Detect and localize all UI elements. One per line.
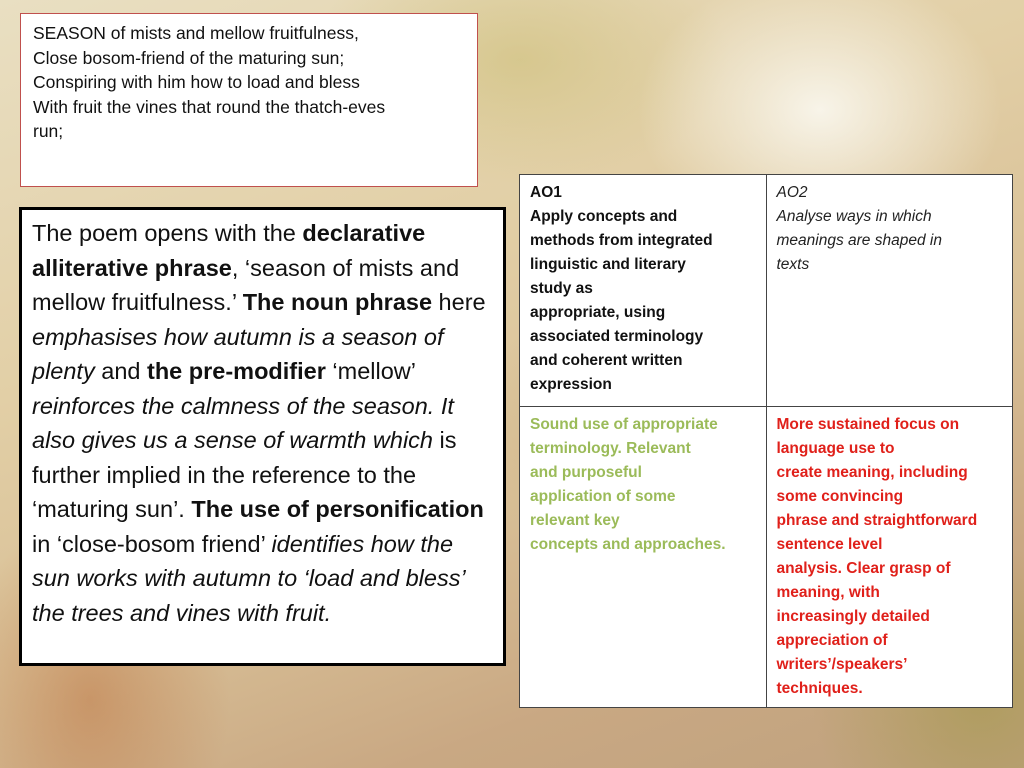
criteria-line: phrase and straightforward xyxy=(776,512,978,529)
criteria-line: meaning, with xyxy=(776,584,880,601)
analysis-paragraph-box xyxy=(19,207,506,666)
ao1-line: AO1 xyxy=(530,184,562,201)
poem-line: run; xyxy=(33,121,64,141)
italic-analysis: identifies how the sun works with autumn to ‘load and bless’ the trees and vines with fruit. xyxy=(32,530,465,626)
ao1-cell xyxy=(520,175,767,407)
ao2-line: meanings are shaped in xyxy=(776,232,942,249)
table-row xyxy=(520,175,1013,407)
criteria-line: techniques. xyxy=(776,680,863,697)
poem-line: SEASON of mists and mellow fruitfulness, xyxy=(33,23,359,43)
criteria-line: create meaning, including xyxy=(776,464,968,481)
ao1-line: appropriate, using xyxy=(530,304,666,321)
criteria-line: sentence level xyxy=(776,536,883,553)
bold-term: The use of personification xyxy=(191,496,484,522)
italic-analysis: emphasises how autumn is a season of plenty xyxy=(32,323,444,384)
ao2-line: AO2 xyxy=(776,184,808,201)
ao2-line: texts xyxy=(776,256,810,273)
criteria-line: writers’/speakers’ xyxy=(776,656,908,673)
ao1-line: linguistic and literary xyxy=(530,256,686,273)
criteria-line: application of some xyxy=(530,488,676,505)
criteria-line: relevant key xyxy=(530,512,620,529)
criteria-line: analysis. Clear grasp of xyxy=(776,560,951,577)
criteria-line: language use to xyxy=(776,440,895,457)
bold-term: the pre-modifier xyxy=(147,358,326,384)
poem-line: Conspiring with him how to load and bless xyxy=(33,72,360,92)
ao1-line: Apply concepts and xyxy=(530,208,678,225)
red-criteria-cell xyxy=(766,407,1013,708)
text-segment: in ‘close-bosom friend’ xyxy=(32,530,272,557)
criteria-line: increasingly detailed xyxy=(776,608,930,625)
ao1-line: associated terminology xyxy=(530,328,704,345)
analysis-text xyxy=(32,220,486,626)
ao1-line: and coherent written xyxy=(530,352,683,369)
poem-extract-box xyxy=(20,13,478,187)
ao1-line: study as xyxy=(530,280,593,297)
criteria-line: concepts and approaches. xyxy=(530,536,726,553)
poem-line: With fruit the vines that round the thatch-eves xyxy=(33,96,386,117)
bold-term: The noun phrase xyxy=(242,289,433,315)
poem-line: Close bosom-friend of the maturing sun; xyxy=(33,47,345,68)
text-segment: and xyxy=(94,358,147,384)
ao2-line: Analyse ways in which xyxy=(776,208,932,225)
criteria-line: More sustained focus on xyxy=(776,416,960,433)
text-segment: The poem opens with the xyxy=(32,220,303,246)
ao1-line: methods from integrated xyxy=(530,232,713,249)
criteria-line: some convincing xyxy=(776,488,904,505)
italic-analysis: reinforces the calmness of the season. It also gives us a sense of warmth which xyxy=(32,392,454,453)
criteria-line: Sound use of appropriate xyxy=(530,416,718,433)
text-segment: ‘mellow’ xyxy=(325,358,416,384)
table-row xyxy=(520,407,1013,708)
text-segment: is further implied in the reference to the ‘maturing sun’. xyxy=(32,427,457,522)
text-segment: , ‘season of mists and mellow fruitfulness.’ xyxy=(32,254,460,315)
bold-term: declarative alliterative phrase xyxy=(32,220,426,281)
criteria-line: appreciation of xyxy=(776,632,888,649)
green-criteria-cell xyxy=(520,407,767,708)
ao1-line: expression xyxy=(530,376,612,393)
text-segment: here xyxy=(432,289,486,315)
ao2-cell xyxy=(766,175,1013,407)
assessment-objectives-table xyxy=(519,174,1013,708)
criteria-line: terminology. Relevant xyxy=(530,440,691,457)
criteria-line: and purposeful xyxy=(530,464,642,481)
